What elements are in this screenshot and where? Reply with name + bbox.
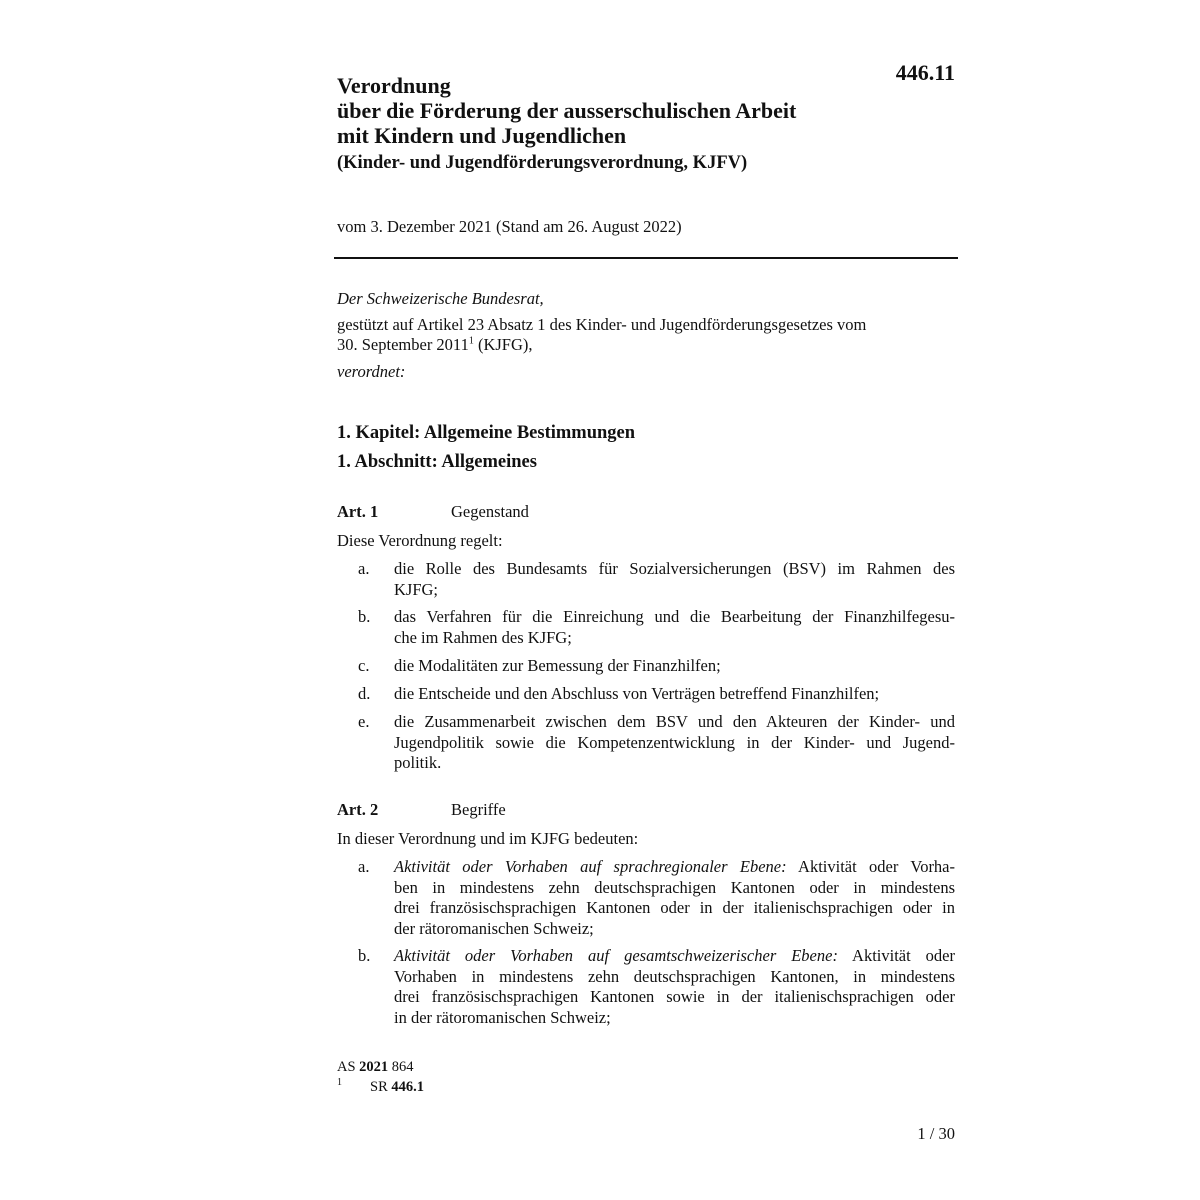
list-item-text: Vorhaben in mindestens zehn deutschsprachigen Kantonen, in mindestens — [394, 966, 955, 986]
list-item — [394, 946, 955, 1028]
preamble-basis-law: (KJFG), — [473, 335, 533, 354]
definition-text: Aktivität oder — [837, 946, 955, 965]
list-item-text: Jugendpolitik sowie die Kompetenzentwicklung in der Kinder- und Jugend- — [394, 732, 955, 752]
definition-text: Aktivität oder Vorha- — [786, 857, 956, 876]
preamble-basis-date: 30. September 2011 — [337, 335, 469, 354]
as-page: 864 — [388, 1059, 414, 1075]
page-number: 1 / 30 — [917, 1124, 955, 1143]
footnote-text — [370, 1079, 424, 1096]
title-line: mit Kindern und Jugendlichen — [337, 123, 627, 148]
sr-number: 446.11 — [895, 60, 955, 85]
list-item — [394, 684, 955, 705]
header-divider — [334, 257, 958, 259]
art2-intro: In dieser Verordnung und im KJFG bedeuten: — [337, 829, 639, 848]
footnote-ref-link[interactable]: 1 — [468, 335, 474, 347]
list-item — [394, 559, 955, 600]
art1-intro: Diese Verordnung regelt: — [337, 531, 503, 550]
list-item-text: die Zusammenarbeit zwischen dem BSV und den Akteuren der Kinder- und — [394, 712, 955, 731]
list-item-text: drei französischsprachigen Kantonen sowie in der italienischsprachigen oder — [394, 987, 955, 1006]
chapter-heading: 1. Kapitel: Allgemeine Bestimmungen — [337, 423, 636, 443]
preamble-basis — [337, 315, 957, 355]
list-item-label: a. — [358, 559, 370, 578]
document-date: vom 3. Dezember 2021 (Stand am 26. August 2022) — [337, 217, 682, 236]
art2-title: Begriffe — [451, 800, 506, 819]
as-year: 2021 — [359, 1059, 389, 1075]
list-item-text — [394, 857, 955, 878]
as-reference — [337, 1059, 414, 1076]
list-item-text: drei französischsprachigen Kantonen oder in der italienischsprachigen oder in — [394, 898, 955, 917]
short-title: (Kinder- und Jugendförderungsverordnung, KJFV) — [337, 153, 748, 173]
title-line: Verordnung — [337, 73, 451, 98]
list-item-text: politik. — [394, 753, 442, 772]
list-item — [394, 607, 955, 648]
list-item — [394, 712, 955, 774]
list-item-text: che im Rahmen des KJFG; — [394, 627, 572, 647]
defined-term: Aktivität oder Vorhaben auf gesamtschweizerischer Ebene: — [394, 946, 838, 965]
defined-term: Aktivität oder Vorhaben auf sprachregionaler Ebene: — [394, 857, 787, 876]
preamble-decrees: verordnet: — [337, 362, 406, 381]
list-item — [394, 656, 955, 677]
art2-number: Art. 2 — [337, 800, 379, 819]
list-item-label: a. — [358, 857, 370, 876]
list-item-label: b. — [358, 607, 371, 626]
list-item-text: die Entscheide und den Abschluss von Verträgen betreffend Finanzhilfen; — [394, 684, 880, 703]
list-item-text: KJFG; — [394, 579, 439, 599]
list-item-text: die Rolle des Bundesamts für Sozialversicherungen (BSV) im Rahmen des — [394, 559, 955, 578]
list-item-text: ben in mindestens zehn deutschsprachigen Kantonen oder in mindestens — [394, 877, 955, 897]
document-title — [337, 73, 897, 148]
footnote-number: 1 — [337, 1077, 342, 1089]
footnote-prefix: SR — [370, 1079, 392, 1095]
preamble-authority: Der Schweizerische Bundesrat, — [337, 289, 544, 308]
footnote-1 — [337, 1077, 424, 1096]
footnote-ref: 446.1 — [391, 1079, 424, 1095]
section-heading: 1. Abschnitt: Allgemeines — [337, 452, 537, 472]
list-item-text: der rätoromanischen Schweiz; — [394, 918, 594, 938]
art1-number: Art. 1 — [337, 502, 379, 521]
as-prefix: AS — [337, 1059, 360, 1075]
list-item — [394, 857, 955, 939]
art1-title: Gegenstand — [451, 502, 529, 521]
title-line: über die Förderung der ausserschulischen Arbeit — [337, 98, 797, 123]
list-item-label: b. — [358, 946, 371, 965]
list-item-text: die Modalitäten zur Bemessung der Finanzhilfen; — [394, 656, 721, 675]
preamble-basis-line1: gestützt auf Artikel 23 Absatz 1 des Kinder- und Jugendförderungsgesetzes vom — [337, 315, 867, 334]
list-item-label: c. — [358, 656, 370, 675]
list-item-label: e. — [358, 712, 370, 731]
list-item-text — [394, 946, 955, 967]
list-item-text: das Verfahren für die Einreichung und die Bearbeitung der Finanzhilfegesu- — [394, 607, 955, 626]
list-item-label: d. — [358, 684, 371, 703]
list-item-text: in der rätoromanischen Schweiz; — [394, 1007, 611, 1027]
